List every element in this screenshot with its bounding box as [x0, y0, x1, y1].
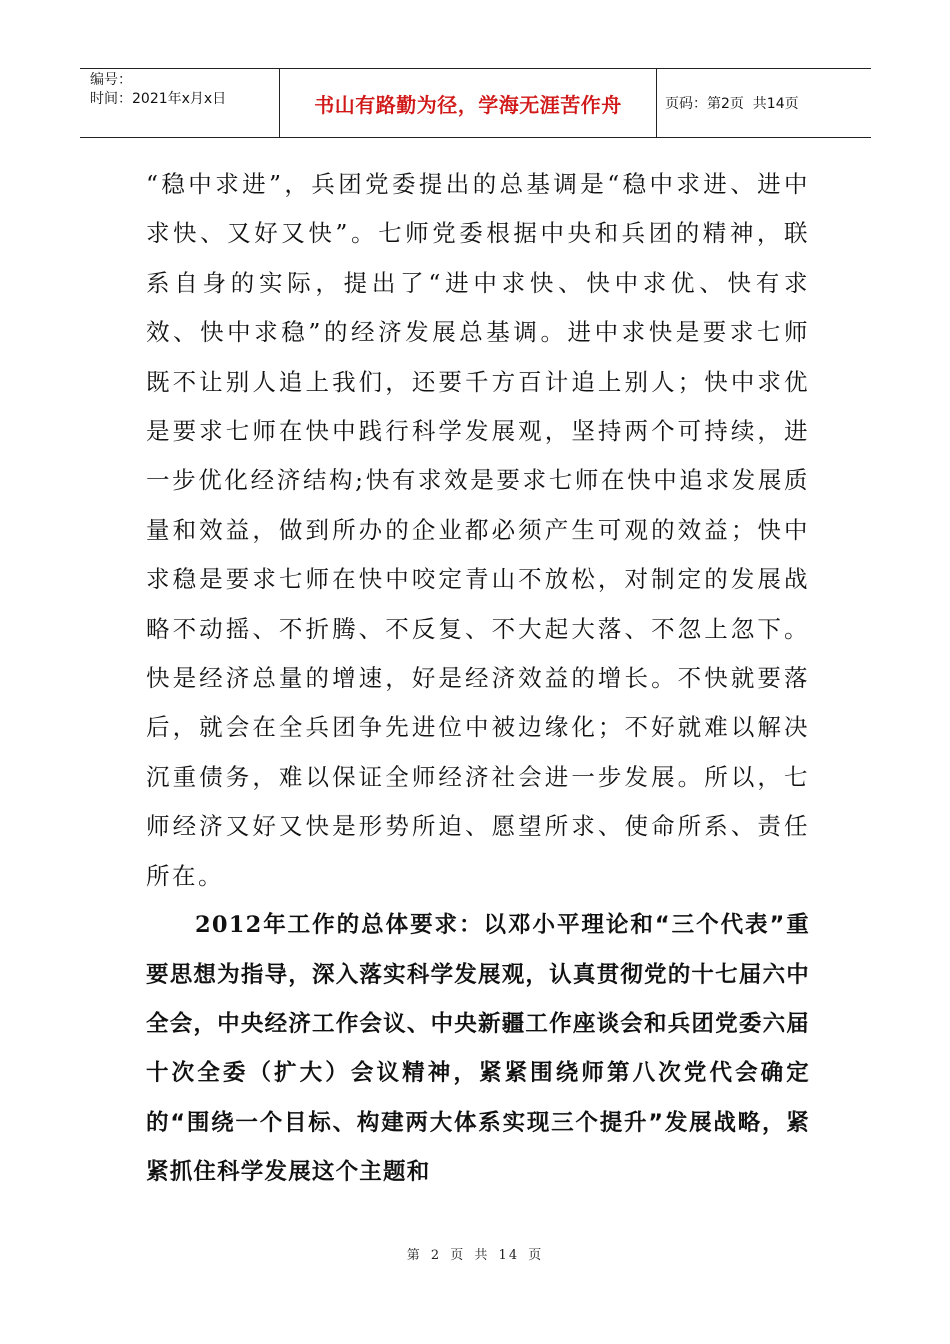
header-motto: 书山有路勤为径，学海无涯苦作舟 [280, 69, 657, 137]
body-paragraph-bold [146, 901, 810, 1197]
document-time: 时间：2021年x月x日 [90, 91, 227, 107]
document-header [80, 68, 871, 138]
document-body [146, 160, 810, 1198]
body-paragraph: “稳中求进”，兵团党委提出的总基调是“稳中求进、进中求快、又好又快”。七师党委根据中央和兵团的精神，联系自身的实际，提出了“进中求快、快中求优、快有求效、快中求稳”的经济发展总基调。进中求快是要求七师既不让别人追上我们，还要千方百计追上别人；快中求优是要求七师在快中践行科学发展观，坚持两个可持续，进一步优化经济结构;快有求效是要求七师在快中追求发展质量和效益，做到所办的企业都必须产生可观的效益；快中求稳是要求七师在快中咬定青山不放松，对制定的发展战略不动摇、不折腾、不反复、不大起大落、不忽上忽下。快是经济总量的增速，好是经济效益的增长。不快就要落后，就会在全兵团争先进位中被边缘化；不好就难以解决沉重债务，难以保证全师经济社会进一步发展。所以，七师经济又好又快是形势所迫、愿望所求、使命所系、责任所在。 [146, 170, 810, 890]
document-number-label: 编号： [90, 72, 132, 88]
paragraph-lead-text: 2012年工作的总体要求 [195, 912, 460, 939]
header-meta [80, 69, 280, 137]
header-page-info: 页码：第2页 共14页 [665, 96, 799, 112]
page-footer: 第 2 页 共 14 页 [406, 1248, 544, 1263]
paragraph-rest-text: ：以邓小平理论和“三个代表”重要思想为指导，深入落实科学发展观，认真贯彻党的十七届六中全会，中央经济工作会议、中央新疆工作座谈会和兵团党委六届十次全委（扩大）会议精神，紧紧围绕师第八次党代会确定的“围绕一个目标、构建两大体系实现三个提升”发展战略，紧紧抓住科学发展这个主题和 [146, 912, 810, 1186]
